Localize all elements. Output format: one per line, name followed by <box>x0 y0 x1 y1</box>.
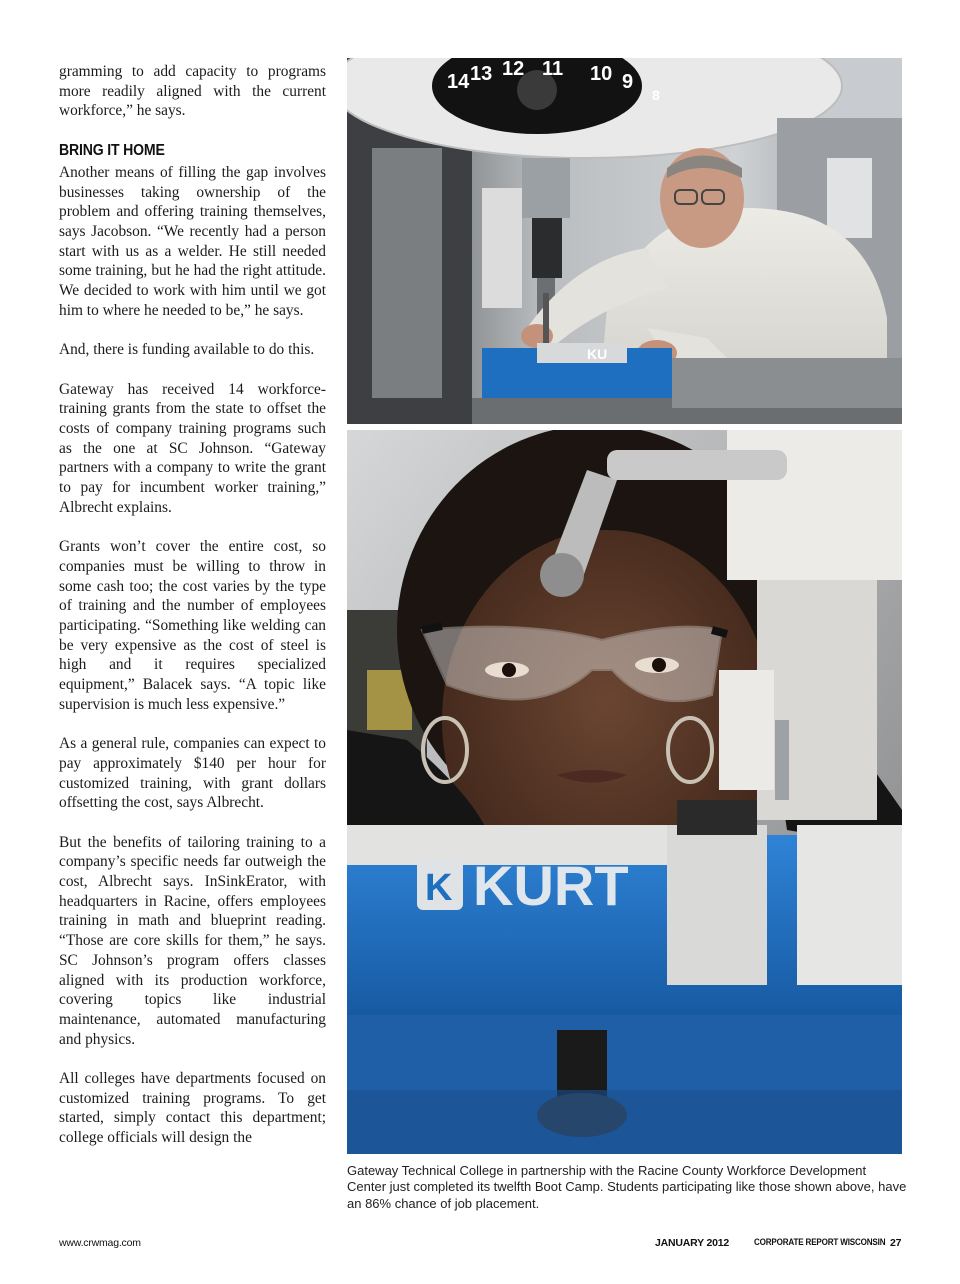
footer-date: JANUARY 2012 <box>655 1237 730 1249</box>
paragraph: Another means of filling the gap involves businesses taking ownership of the problem and offering training themselves, says Jacobson. “We recently had a person start with us as a welder. He still needed some training, but he had the right attitude. We decided to work with him until we got him to where he needed to be,” he says. <box>59 163 326 319</box>
page-number: 27 <box>890 1237 902 1249</box>
footer-url: www.crwmag.com <box>59 1237 141 1249</box>
paragraph: All colleges have departments focused on customized training programs. To get started, simply contact this department; college officials will design the <box>59 1070 326 1147</box>
paragraph: Gateway has received 14 workforce-training grants from the state to offset the costs of company training programs such as the one at SC Johnson. “Gateway partners with a company to write the grant to pay for incumbent worker training,” Albrecht explains. <box>59 380 326 516</box>
paragraph: Grants won’t cover the entire cost, so companies must be willing to throw in some cash too; the cost varies by the type of training and the number of employees participating. “Something like welding can be very expensive as the cost of steel is high and it requires specialized equipment,” Balacek says. “A topic like supervision is much less expensive.” <box>59 538 326 713</box>
photo-bottom-illustration <box>347 430 902 1154</box>
article-body <box>59 62 326 1168</box>
vise-label-top: KU <box>587 346 608 362</box>
paragraph: gramming to add capacity to programs more readily aligned with the current workforce,” he says. <box>59 63 326 120</box>
photo-top-illustration <box>347 58 902 424</box>
footer-magazine: CORPORATE REPORT WISCONSIN <box>754 1237 886 1248</box>
photo-caption: Gateway Technical College in partnership with the Racine County Workforce Development Center just completed its twelfth Boot Camp. Students participating like those shown above, have an 86% chance of job placement. <box>347 1163 907 1211</box>
paragraph: As a general rule, companies can expect to pay approximately $140 per hour for customized training, with grant dollars offsetting the cost, says Albrecht. <box>59 735 326 812</box>
svg-text:8: 8 <box>652 87 660 103</box>
svg-text:10: 10 <box>590 63 613 85</box>
section-heading: BRING IT HOME <box>59 141 165 159</box>
svg-text:12: 12 <box>502 58 525 80</box>
photo-man-at-milling-machine <box>347 58 902 424</box>
photo-woman-at-drill-press <box>347 430 902 1154</box>
svg-text:13: 13 <box>470 63 493 85</box>
svg-text:14: 14 <box>447 71 470 93</box>
svg-text:11: 11 <box>542 58 564 80</box>
svg-text:9: 9 <box>622 71 634 93</box>
paragraph: But the benefits of tailoring training to a company’s specific needs far outweigh the cost, Albrecht says. InSinkErator, with headquarters in Racine, offers employees training in math and blueprint reading. “Those are core skills for them,” he says. SC Johnson’s program offers classes aligned with its production workforce, covering topics like industrial maintenance, automated manufacturing and physics. <box>59 833 326 1048</box>
kurt-logo-letter: K <box>425 867 453 909</box>
paragraph: And, there is funding available to do this. <box>59 341 315 359</box>
vise-brand-label: KURT <box>473 854 629 917</box>
